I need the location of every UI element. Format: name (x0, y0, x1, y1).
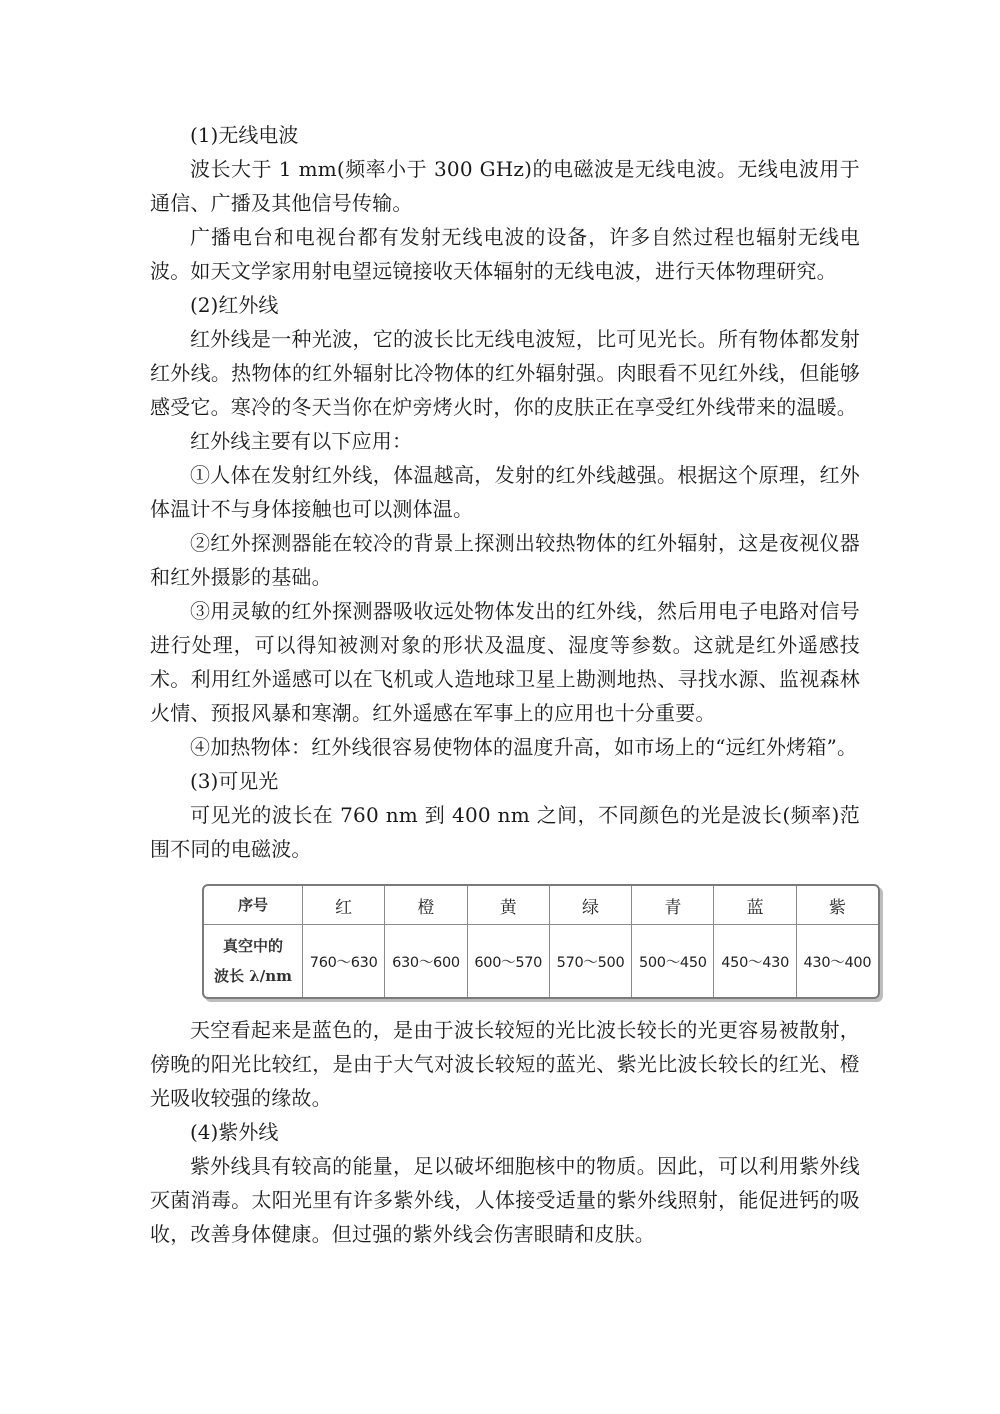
table-row-label-line-2: 波长 λ/nm (214, 967, 292, 985)
table-range-blue: 450～430 (714, 925, 796, 998)
section-heading-ultraviolet: (4)紫外线 (190, 1120, 279, 1144)
table-header-label: 序号 (204, 886, 303, 925)
table-color-green: 绿 (549, 886, 631, 925)
wavelength-table (204, 886, 878, 997)
wavelength-table-frame (202, 884, 880, 999)
table-color-violet: 紫 (796, 886, 878, 925)
table-row-label (204, 925, 303, 998)
paragraph-infrared-app-1: ①人体在发射红外线，体温越高，发射的红外线越强。根据这个原理，红外体温计不与身体接触也可以测体温。 (150, 463, 860, 521)
section-heading-infrared: (2)红外线 (190, 293, 279, 317)
table-range-violet: 430～400 (796, 925, 878, 998)
table-color-cyan: 青 (632, 886, 714, 925)
table-color-yellow: 黄 (467, 886, 549, 925)
paragraph-infrared-app-3: ③用灵敏的红外探测器吸收远处物体发出的红外线，然后用电子电路对信号进行处理，可以得知被测对象的形状及温度、湿度等参数。这就是红外遥感技术。利用红外遥感可以在飞机或人造地球卫星上勘测地热、寻找水源、监视森林火情、预报风暴和寒潮。红外遥感在军事上的应用也十分重要。 (150, 599, 860, 725)
paragraph-ultraviolet-definition: 紫外线具有较高的能量，足以破坏细胞核中的物质。因此，可以利用紫外线灭菌消毒。太阳光里有许多紫外线，人体接受适量的紫外线照射，能促进钙的吸收，改善身体健康。但过强的紫外线会伤害眼睛和皮肤。 (150, 1154, 860, 1246)
paragraph-radio-definition: 波长大于 1 mm(频率小于 300 GHz)的电磁波是无线电波。无线电波用于通信、广播及其他信号传输。 (150, 157, 860, 215)
table-header-row (204, 886, 878, 925)
paragraph-radio-sources: 广播电台和电视台都有发射无线电波的设备，许多自然过程也辐射无线电波。如天文学家用射电望远镜接收天体辐射的无线电波，进行天体物理研究。 (150, 225, 860, 283)
paragraph-infrared-definition: 红外线是一种光波，它的波长比无线电波短，比可见光长。所有物体都发射红外线。热物体的红外辐射比冷物体的红外辐射强。肉眼看不见红外线，但能够感受它。寒冷的冬天当你在炉旁烤火时，你的皮肤正在享受红外线带来的温暖。 (150, 327, 860, 419)
table-color-red: 红 (303, 886, 385, 925)
paragraph-sky-color: 天空看起来是蓝色的，是由于波长较短的光比波长较长的光更容易被散射，傍晚的阳光比较红，是由于大气对波长较短的蓝光、紫光比波长较长的红光、橙光吸收较强的缘故。 (150, 1018, 860, 1110)
table-color-orange: 橙 (385, 886, 467, 925)
table-row-label-line-1: 真空中的 (222, 937, 283, 955)
paragraph-visible-definition: 可见光的波长在 760 nm 到 400 nm 之间，不同颜色的光是波长(频率)范围不同的电磁波。 (150, 803, 860, 861)
table-range-cyan: 500～450 (632, 925, 714, 998)
section-heading-visible: (3)可见光 (190, 769, 279, 793)
table-wavelength-row (204, 925, 878, 998)
section-heading-radio: (1)无线电波 (190, 123, 299, 147)
table-range-yellow: 600～570 (467, 925, 549, 998)
table-range-green: 570～500 (549, 925, 631, 998)
paragraph-infrared-app-2: ②红外探测器能在较冷的背景上探测出较热物体的红外辐射，这是夜视仪器和红外摄影的基础。 (150, 531, 860, 589)
document-body (150, 118, 872, 1251)
table-color-blue: 蓝 (714, 886, 796, 925)
paragraph-infrared-applications-intro: 红外线主要有以下应用： (190, 429, 413, 453)
table-range-red: 760～630 (303, 925, 385, 998)
paragraph-infrared-app-4: ④加热物体：红外线很容易使物体的温度升高，如市场上的“远红外烤箱”。 (190, 735, 858, 759)
table-range-orange: 630～600 (385, 925, 467, 998)
